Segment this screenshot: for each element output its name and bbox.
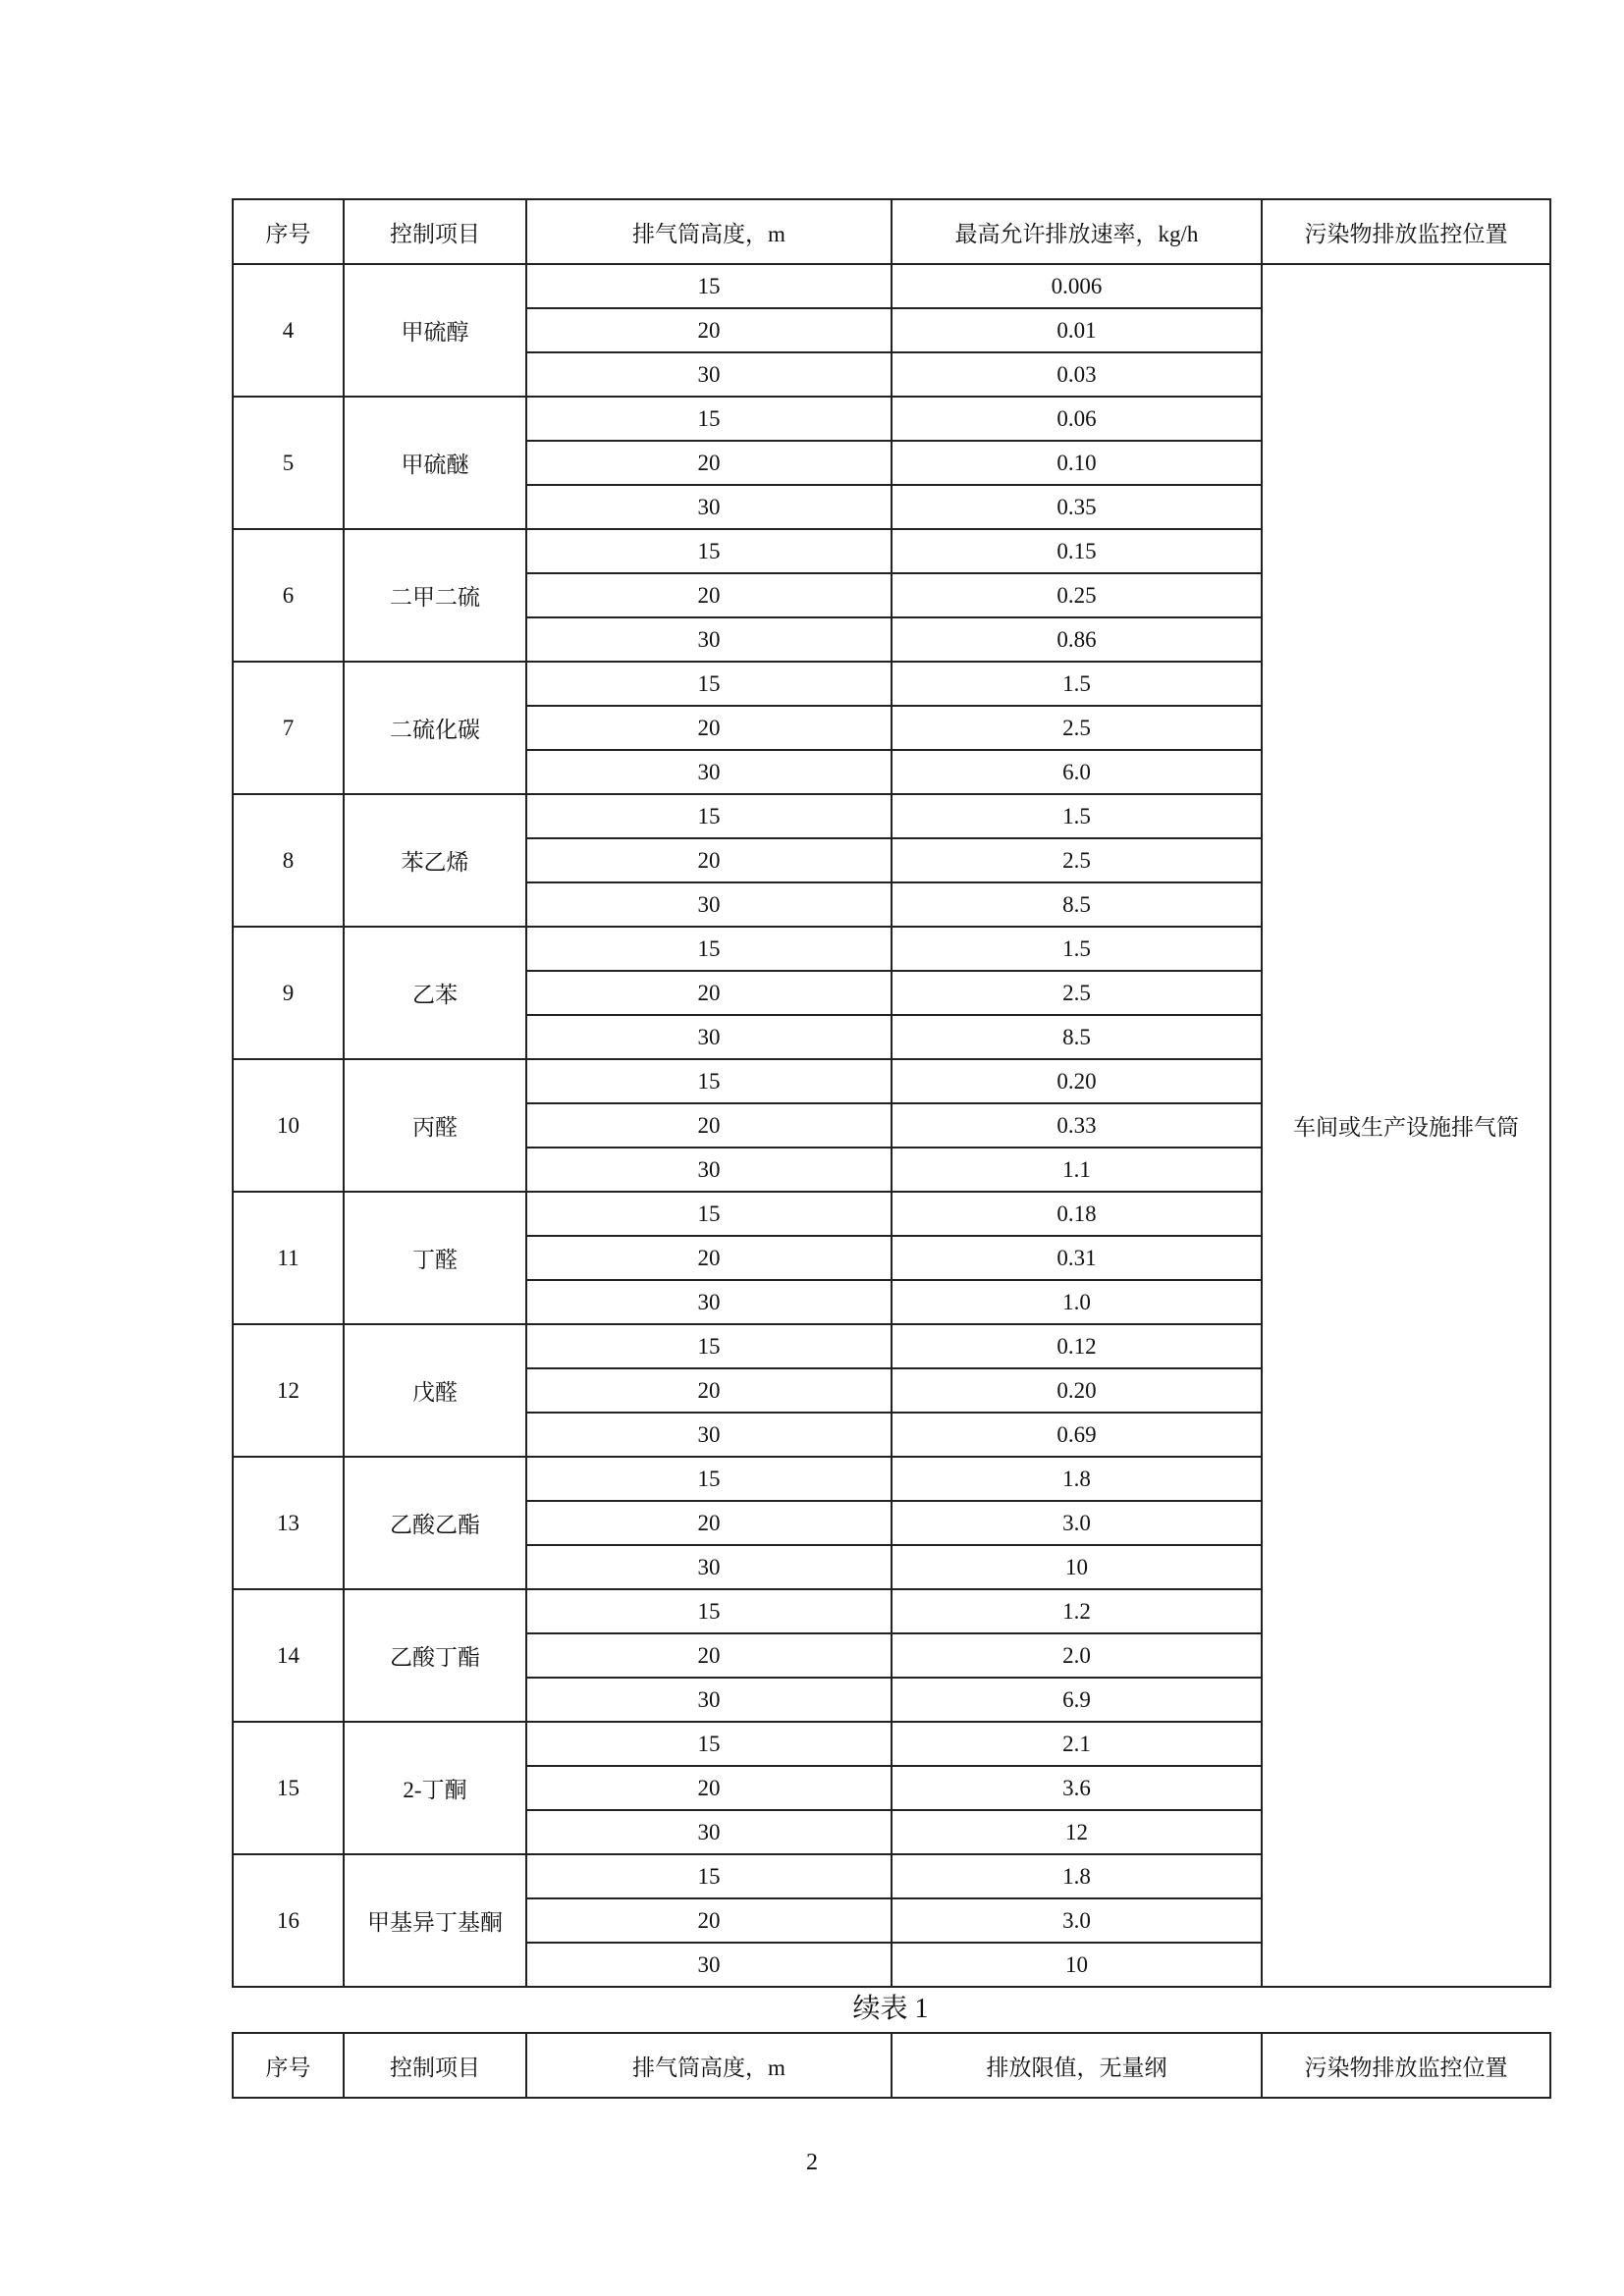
stack-height-cell: 30 xyxy=(526,1545,892,1589)
emission-rate-cell: 2.5 xyxy=(892,838,1262,882)
stack-height-cell: 15 xyxy=(526,1722,892,1766)
header-rate: 最高允许排放速率，kg/h xyxy=(892,199,1262,264)
pollutant-name-cell: 丙醛 xyxy=(344,1059,526,1192)
stack-height-cell: 15 xyxy=(526,1589,892,1633)
pollutant-name-cell: 二硫化碳 xyxy=(344,662,526,794)
pollutant-name-cell: 二甲二硫 xyxy=(344,529,526,662)
header-item: 控制项目 xyxy=(344,199,526,264)
seq-cell: 9 xyxy=(233,927,344,1059)
stack-height-cell: 20 xyxy=(526,573,892,617)
continuation-header-row xyxy=(233,2033,1550,2098)
stack-height-cell: 15 xyxy=(526,264,892,308)
header-height: 排气筒高度，m xyxy=(526,199,892,264)
stack-height-cell: 30 xyxy=(526,882,892,927)
emission-rate-cell: 0.33 xyxy=(892,1103,1262,1148)
emission-rate-cell: 0.31 xyxy=(892,1236,1262,1280)
emission-rate-cell: 6.0 xyxy=(892,750,1262,794)
stack-height-cell: 30 xyxy=(526,1810,892,1854)
emission-rate-cell: 0.86 xyxy=(892,617,1262,662)
emission-rate-cell: 1.5 xyxy=(892,662,1262,706)
seq-cell: 15 xyxy=(233,1722,344,1854)
emission-rate-cell: 2.5 xyxy=(892,971,1262,1015)
emission-rate-cell: 0.35 xyxy=(892,485,1262,529)
seq-cell: 10 xyxy=(233,1059,344,1192)
header-location: 污染物排放监控位置 xyxy=(1262,2033,1550,2098)
pollutant-name-cell: 戊醛 xyxy=(344,1324,526,1457)
stack-height-cell: 15 xyxy=(526,1059,892,1103)
stack-height-cell: 30 xyxy=(526,1148,892,1192)
emission-rate-cell: 10 xyxy=(892,1545,1262,1589)
stack-height-cell: 20 xyxy=(526,308,892,352)
stack-height-cell: 20 xyxy=(526,1766,892,1810)
table-header-row xyxy=(233,199,1550,264)
header-seq: 序号 xyxy=(233,2033,344,2098)
continuation-table xyxy=(232,2032,1551,2099)
emission-rate-cell: 1.0 xyxy=(892,1280,1262,1324)
emission-rate-cell: 0.15 xyxy=(892,529,1262,573)
table-body xyxy=(233,264,1550,1987)
stack-height-cell: 20 xyxy=(526,706,892,750)
stack-height-cell: 20 xyxy=(526,1236,892,1280)
emission-rate-table xyxy=(232,198,1551,1988)
pollutant-name-cell: 甲硫醚 xyxy=(344,397,526,529)
emission-rate-cell: 0.10 xyxy=(892,441,1262,485)
emission-rate-cell: 8.5 xyxy=(892,882,1262,927)
pollutant-name-cell: 乙酸丁酯 xyxy=(344,1589,526,1722)
pollutant-name-cell: 丁醛 xyxy=(344,1192,526,1324)
emission-rate-cell: 0.18 xyxy=(892,1192,1262,1236)
pollutant-name-cell: 乙酸乙酯 xyxy=(344,1457,526,1589)
emission-rate-cell: 1.5 xyxy=(892,927,1262,971)
emission-rate-cell: 2.5 xyxy=(892,706,1262,750)
emission-rate-cell: 0.03 xyxy=(892,352,1262,397)
pollutant-name-cell: 甲基异丁基酮 xyxy=(344,1854,526,1987)
stack-height-cell: 20 xyxy=(526,1368,892,1413)
seq-cell: 5 xyxy=(233,397,344,529)
stack-height-cell: 30 xyxy=(526,1678,892,1722)
stack-height-cell: 15 xyxy=(526,1324,892,1368)
header-location: 污染物排放监控位置 xyxy=(1262,199,1550,264)
emission-rate-cell: 3.0 xyxy=(892,1898,1262,1943)
seq-cell: 4 xyxy=(233,264,344,397)
pollutant-name-cell: 苯乙烯 xyxy=(344,794,526,927)
stack-height-cell: 30 xyxy=(526,1943,892,1987)
stack-height-cell: 15 xyxy=(526,1457,892,1501)
stack-height-cell: 15 xyxy=(526,397,892,441)
seq-cell: 7 xyxy=(233,662,344,794)
stack-height-cell: 30 xyxy=(526,750,892,794)
emission-rate-cell: 8.5 xyxy=(892,1015,1262,1059)
emission-rate-cell: 3.0 xyxy=(892,1501,1262,1545)
header-height: 排气筒高度，m xyxy=(526,2033,892,2098)
stack-height-cell: 20 xyxy=(526,1633,892,1678)
emission-rate-cell: 6.9 xyxy=(892,1678,1262,1722)
stack-height-cell: 30 xyxy=(526,1413,892,1457)
stack-height-cell: 15 xyxy=(526,1854,892,1898)
emission-rate-cell: 0.12 xyxy=(892,1324,1262,1368)
emission-rate-cell: 3.6 xyxy=(892,1766,1262,1810)
stack-height-cell: 15 xyxy=(526,529,892,573)
emission-rate-cell: 0.01 xyxy=(892,308,1262,352)
table-row xyxy=(233,264,1550,308)
emission-rate-cell: 1.8 xyxy=(892,1457,1262,1501)
stack-height-cell: 30 xyxy=(526,617,892,662)
stack-height-cell: 20 xyxy=(526,838,892,882)
page-number: 2 xyxy=(806,2150,818,2175)
header-item: 控制项目 xyxy=(344,2033,526,2098)
stack-height-cell: 30 xyxy=(526,1280,892,1324)
seq-cell: 13 xyxy=(233,1457,344,1589)
emission-rate-cell: 1.5 xyxy=(892,794,1262,838)
pollutant-name-cell: 乙苯 xyxy=(344,927,526,1059)
stack-height-cell: 20 xyxy=(526,1898,892,1943)
header-seq: 序号 xyxy=(233,199,344,264)
emission-rate-cell: 0.20 xyxy=(892,1059,1262,1103)
pollutant-name-cell: 2-丁酮 xyxy=(344,1722,526,1854)
stack-height-cell: 15 xyxy=(526,1192,892,1236)
stack-height-cell: 30 xyxy=(526,485,892,529)
emission-rate-cell: 0.69 xyxy=(892,1413,1262,1457)
emission-rate-cell: 10 xyxy=(892,1943,1262,1987)
header-limit: 排放限值，无量纲 xyxy=(892,2033,1262,2098)
emission-rate-cell: 0.25 xyxy=(892,573,1262,617)
emission-rate-cell: 2.0 xyxy=(892,1633,1262,1678)
emission-rate-cell: 0.20 xyxy=(892,1368,1262,1413)
seq-cell: 6 xyxy=(233,529,344,662)
emission-rate-cell: 0.006 xyxy=(892,264,1262,308)
stack-height-cell: 20 xyxy=(526,1501,892,1545)
stack-height-cell: 20 xyxy=(526,441,892,485)
seq-cell: 12 xyxy=(233,1324,344,1457)
stack-height-cell: 20 xyxy=(526,1103,892,1148)
emission-rate-cell: 0.06 xyxy=(892,397,1262,441)
continuation-caption: 续表 1 xyxy=(852,1994,929,2024)
emission-rate-cell: 1.8 xyxy=(892,1854,1262,1898)
seq-cell: 8 xyxy=(233,794,344,927)
seq-cell: 16 xyxy=(233,1854,344,1987)
seq-cell: 14 xyxy=(233,1589,344,1722)
emission-rate-cell: 1.2 xyxy=(892,1589,1262,1633)
stack-height-cell: 30 xyxy=(526,352,892,397)
stack-height-cell: 15 xyxy=(526,662,892,706)
seq-cell: 11 xyxy=(233,1192,344,1324)
emission-rate-cell: 12 xyxy=(892,1810,1262,1854)
emission-rate-cell: 1.1 xyxy=(892,1148,1262,1192)
emission-rate-cell: 2.1 xyxy=(892,1722,1262,1766)
stack-height-cell: 15 xyxy=(526,927,892,971)
monitoring-location-cell: 车间或生产设施排气筒 xyxy=(1262,264,1550,1987)
stack-height-cell: 30 xyxy=(526,1015,892,1059)
stack-height-cell: 15 xyxy=(526,794,892,838)
stack-height-cell: 20 xyxy=(526,971,892,1015)
pollutant-name-cell: 甲硫醇 xyxy=(344,264,526,397)
